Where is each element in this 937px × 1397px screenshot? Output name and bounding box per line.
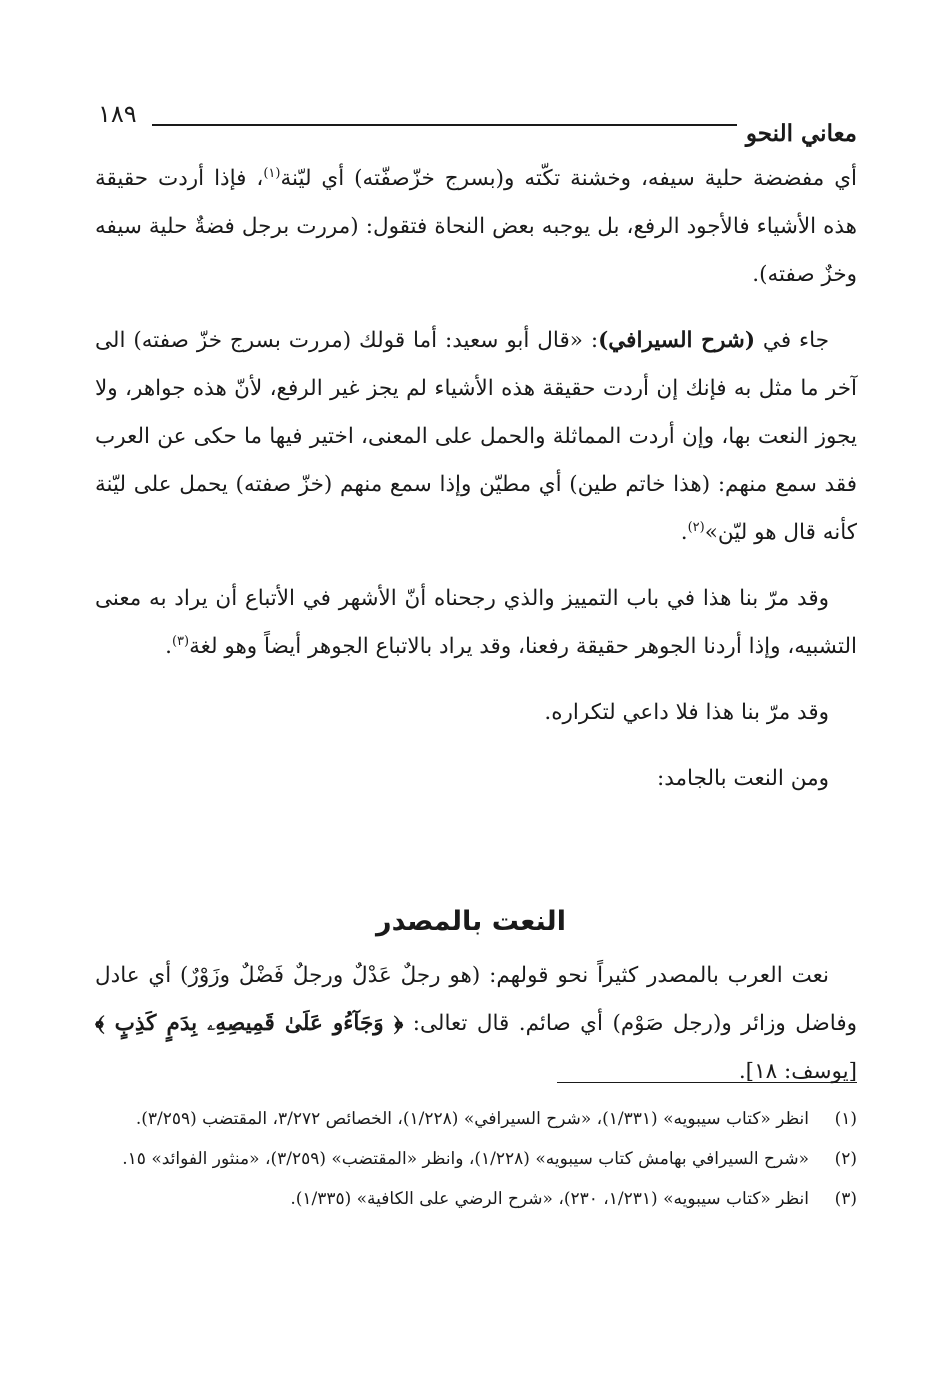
paragraph-4: وقد مرّ بنا هذا فلا داعي لتكراره. [544,700,829,725]
footnote-number: (٣) [834,1189,857,1209]
footnote-item [95,1182,857,1216]
running-header-title: معاني النحو [745,120,857,147]
footnote-ref-3: (٣) [171,633,190,649]
header-rule [152,124,737,126]
book-title-bold: (شرح السيرافي) [598,328,755,353]
footnote-number: (٢) [834,1149,857,1169]
paragraph-3-text-b: . [165,634,172,659]
paragraph-2 [95,317,857,557]
paragraph-1-text-b: ، فإذا أردت حقيقة هذه الأشياء فالأجود الرفع، بل يوجبه بعض النحاة فتقول: (مررت برجل فضةٌ حلية سيفه وخزٌ صفته). [95,166,857,287]
section-heading: النعت بالمصدر [376,906,566,937]
paragraph-1 [95,155,857,299]
footnote-item [95,1142,857,1176]
footnote-item [95,1102,857,1136]
paragraph-3 [95,575,857,671]
main-text [95,155,857,1096]
footnote-text: انظر «كتاب سيبويه» (١/٣٣١)، «شرح السيرافي» (١/٢٢٨)، الخصائص ٣/٢٧٢، المقتضب (٣/٢٥٩). [135,1109,809,1129]
footnote-ref-2: (٢) [687,519,705,535]
page-number: ١٨٩ [98,100,137,128]
footnote-text: انظر «كتاب سيبويه» (١/٢٣١، ٢٣٠)، «شرح الرضي على الكافية» (١/٣٣٥). [290,1189,809,1209]
paragraph-1-text-a: أي مفضضة حلية سيفه، وخشنة تكّته و(بسرج خزّصفّته) أي ليّنة [280,166,857,191]
footnote-text: «شرح السيرافي بهامش كتاب سيبويه» (١/٢٢٨)، وانظر «المقتضب» (٣/٢٥٩)، «منثور الفوائد» ١٥. [122,1149,809,1169]
paragraph-6-text-a: نعت العرب بالمصدر كثيراً نحو قولهم: (هو رجلٌ عَدْلٌ ورجلٌ فَضْلٌ وزَوْرٌ) أي عادل وفاضل وزائر و(رجل صَوْم) أي صائم. قال تعالى: [95,963,857,1036]
footnote-separator [557,1082,857,1083]
footnote-number: (١) [834,1109,857,1129]
paragraph-2-text-b: : «قال أبو سعيد: أما قولك (مررت بسرج خزّ صفته) الى آخر ما مثل به فإنك إن أردت حقيقة هذه الأشياء لم يجز غير الرفع، لأنّ هذه جواهر، ولا يجوز النعت بها، وإن أردت المماثلة والحمل على المعنى، اختير فيها ما حكى عن العرب فقد سمع منهم: (هذا خاتم طين) أي مطيّن وإذا سمع منهم (خزّ صفته) يحمل على ليّنة كأنه قال هو ليّن» [95,328,857,545]
paragraph-6-text-b: [يوسف: ١٨]. [738,1059,857,1084]
paragraph-2-text-c: . [680,520,688,545]
paragraph-5: ومن النعت بالجامد: [657,766,829,791]
paragraph-6 [95,952,857,1096]
footnotes [95,1102,857,1222]
quran-verse: ﴿ وَجَآءُو عَلَىٰ قَمِيصِهِۦ بِدَمٍ كَذِبٍ ﴾ [95,1011,404,1036]
footnote-ref-1: (١) [263,165,281,181]
paragraph-2-text-a: جاء في [755,328,829,353]
paragraph-3-text-a: وقد مرّ بنا هذا في باب التمييز والذي رجحناه أنّ الأشهر في الأتباع أن يراد به معنى التشبيه، وإذا أردنا الجوهر حقيقة رفعنا، وقد يراد بالاتباع الجوهر أيضاً وهو لغة [95,586,857,659]
